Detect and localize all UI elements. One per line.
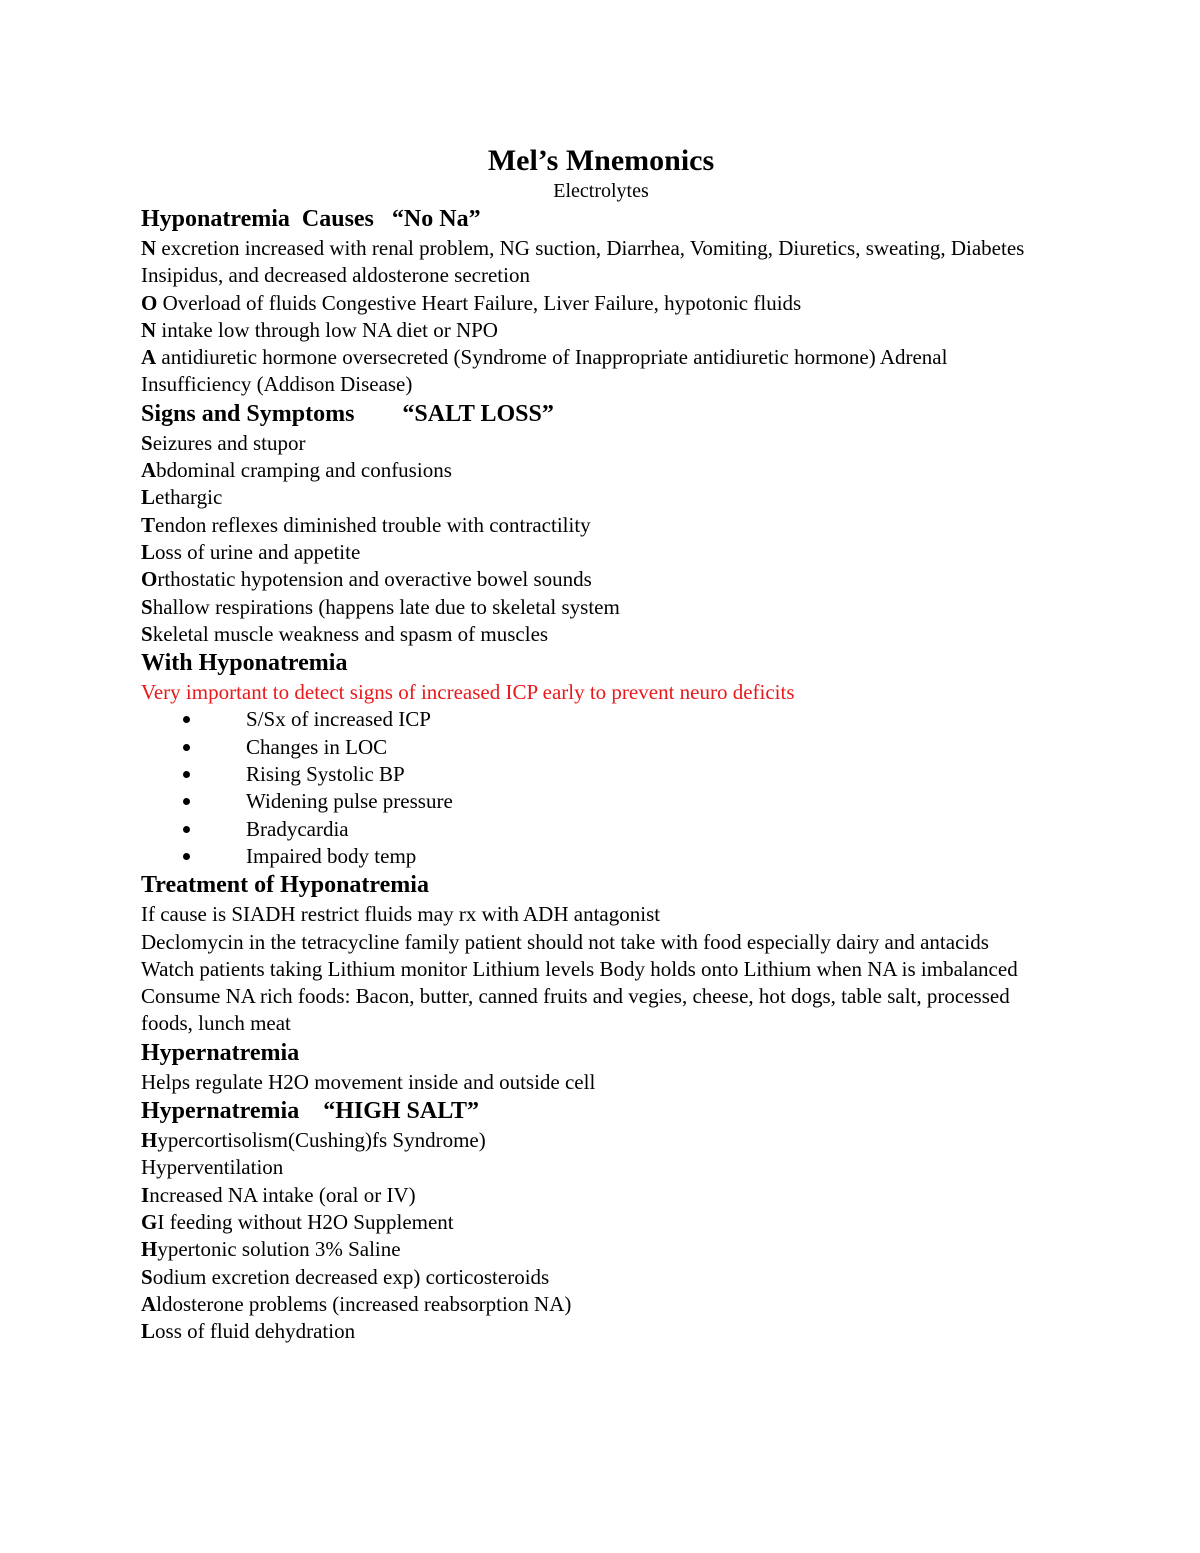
mnemonic-letter: S	[141, 594, 153, 619]
bullet-icon	[183, 826, 190, 833]
mnemonic-letter: A	[141, 458, 157, 483]
mnemonic-line	[141, 594, 1061, 621]
mnemonic-letter: N	[141, 236, 157, 260]
paragraph-line: Consume NA rich foods: Bacon, butter, canned fruits and vegies, cheese, hot dogs, table salt, processed foods, lunch meat	[141, 984, 1010, 1036]
section-heading: Signs and Symptoms “SALT LOSS”	[141, 400, 554, 427]
list-item-text: Widening pulse pressure	[246, 789, 453, 814]
mnemonic-text: ypertonic solution 3% Saline	[157, 1237, 401, 1262]
bullet-icon	[183, 716, 190, 723]
section-hyponatremia-causes	[141, 204, 1061, 399]
mnemonic-line	[141, 566, 1061, 593]
section-heading: Hypernatremia	[141, 1039, 300, 1066]
mnemonic-letter: G	[141, 1209, 158, 1234]
mnemonic-line	[141, 344, 1061, 399]
mnemonic-letter: L	[141, 1319, 156, 1344]
list-item	[183, 816, 1061, 843]
mnemonic-letter: N	[141, 317, 157, 342]
bullet-icon	[183, 798, 190, 805]
mnemonic-line	[141, 1264, 1061, 1291]
mnemonic-line	[141, 290, 1061, 317]
mnemonic-letter: H	[141, 1237, 158, 1262]
bullet-icon	[183, 771, 190, 778]
mnemonic-line	[141, 1127, 1061, 1154]
mnemonic-text: ethargic	[155, 485, 223, 510]
mnemonic-text: ncreased NA intake (oral or IV)	[149, 1182, 416, 1207]
section-signs-symptoms	[141, 399, 1061, 648]
mnemonic-letter: O	[141, 290, 158, 315]
list-item	[183, 788, 1061, 815]
list-item-text: Changes in LOC	[246, 734, 388, 759]
section-hypernatremia	[141, 1038, 1061, 1096]
mnemonic-text: hallow respirations (happens late due to skeletal system	[152, 594, 620, 619]
mnemonic-line	[141, 621, 1061, 648]
section-treatment	[141, 870, 1061, 1037]
mnemonic-letter: S	[141, 621, 153, 646]
mnemonic-letter: A	[141, 1291, 157, 1316]
list-item	[183, 843, 1061, 870]
mnemonic-text: bdominal cramping and confusions	[156, 458, 452, 483]
section-heading: Hyponatremia Causes “No Na”	[141, 206, 481, 232]
mnemonic-text: odium excretion decreased exp) corticosteroids	[152, 1264, 550, 1289]
mnemonic-text: I feeding without H2O Supplement	[157, 1209, 454, 1234]
mnemonic-letter: H	[141, 1128, 158, 1153]
mnemonic-line	[141, 484, 1061, 511]
list-item-text: Rising Systolic BP	[246, 762, 405, 787]
mnemonic-text: ldosterone problems (increased reabsorption NA)	[156, 1291, 572, 1316]
bullet-icon	[183, 853, 190, 860]
mnemonic-letter: L	[141, 539, 156, 564]
document-content	[141, 143, 1061, 1345]
mnemonic-line	[141, 1209, 1061, 1236]
mnemonic-letter: S	[141, 430, 153, 455]
list-item	[183, 706, 1061, 733]
section-heading: With Hyponatremia	[141, 650, 348, 677]
mnemonic-text: ypercortisolism(Cushing)fs Syndrome)	[157, 1128, 486, 1153]
list-item	[183, 734, 1061, 761]
mnemonic-text: oss of urine and appetite	[155, 539, 361, 564]
section-heading: Hypernatremia “HIGH SALT”	[141, 1098, 480, 1125]
mnemonic-line	[141, 317, 1061, 344]
section-high-salt	[141, 1096, 1061, 1345]
list-item-text: S/Sx of increased ICP	[246, 707, 431, 732]
mnemonic-letter: A	[141, 345, 157, 370]
paragraph-line: Watch patients taking Lithium monitor Lithium levels Body holds onto Lithium when NA is imbalanced	[141, 956, 1018, 981]
mnemonic-text: intake low through low NA diet or NPO	[156, 317, 498, 342]
bullet-list	[141, 706, 1061, 870]
mnemonic-line	[141, 1236, 1061, 1263]
page-subtitle: Electrolytes	[553, 180, 649, 202]
section-with-hyponatremia	[141, 648, 1061, 870]
mnemonic-text: keletal muscle weakness and spasm of muscles	[152, 621, 549, 646]
mnemonic-text: excretion increased with renal problem, NG suction, Diarrhea, Vomiting, Diuretics, sweating, Diabetes Insipidus, and decreased aldosterone secretion	[141, 236, 1025, 288]
mnemonic-letter: S	[141, 1264, 153, 1289]
paragraph-line: Helps regulate H2O movement inside and outside cell	[141, 1069, 596, 1094]
section-heading: Treatment of Hyponatremia	[141, 872, 429, 899]
mnemonic-text: oss of fluid dehydration	[155, 1319, 356, 1344]
paragraph-line: Declomycin in the tetracycline family patient should not take with food especially dairy and antacids	[141, 929, 989, 954]
mnemonic-line	[141, 235, 1061, 290]
warning-text: Very important to detect signs of increased ICP early to prevent neuro deficits	[141, 680, 795, 705]
mnemonic-text: rthostatic hypotension and overactive bowel sounds	[157, 567, 592, 592]
mnemonic-line	[141, 1291, 1061, 1318]
mnemonic-letter: I	[141, 1182, 150, 1207]
mnemonic-text: endon reflexes diminished trouble with contractility	[155, 512, 591, 537]
mnemonic-text: antidiuretic hormone oversecreted (Syndrome of Inappropriate antidiuretic hormone) Adrenal Insufficiency (Addison Disease)	[141, 345, 948, 397]
mnemonic-text: Hyperventilation	[141, 1155, 284, 1180]
mnemonic-line	[141, 457, 1061, 484]
mnemonic-line	[141, 539, 1061, 566]
mnemonic-letter: T	[141, 512, 156, 537]
mnemonic-line	[141, 430, 1061, 457]
mnemonic-text: Overload of fluids Congestive Heart Failure, Liver Failure, hypotonic fluids	[157, 290, 802, 315]
mnemonic-line	[141, 1318, 1061, 1345]
mnemonic-line	[141, 512, 1061, 539]
mnemonic-letter: O	[141, 567, 158, 592]
bullet-icon	[183, 744, 190, 751]
mnemonic-line	[141, 1182, 1061, 1209]
page-title: Mel’s Mnemonics	[487, 144, 715, 177]
list-item-text: Impaired body temp	[246, 843, 417, 868]
mnemonic-letter: L	[141, 485, 156, 510]
mnemonic-line	[141, 1154, 1061, 1181]
mnemonic-text: eizures and stupor	[152, 430, 306, 455]
list-item	[183, 761, 1061, 788]
list-item-text: Bradycardia	[246, 816, 349, 841]
paragraph-line: If cause is SIADH restrict fluids may rx with ADH antagonist	[141, 902, 661, 927]
